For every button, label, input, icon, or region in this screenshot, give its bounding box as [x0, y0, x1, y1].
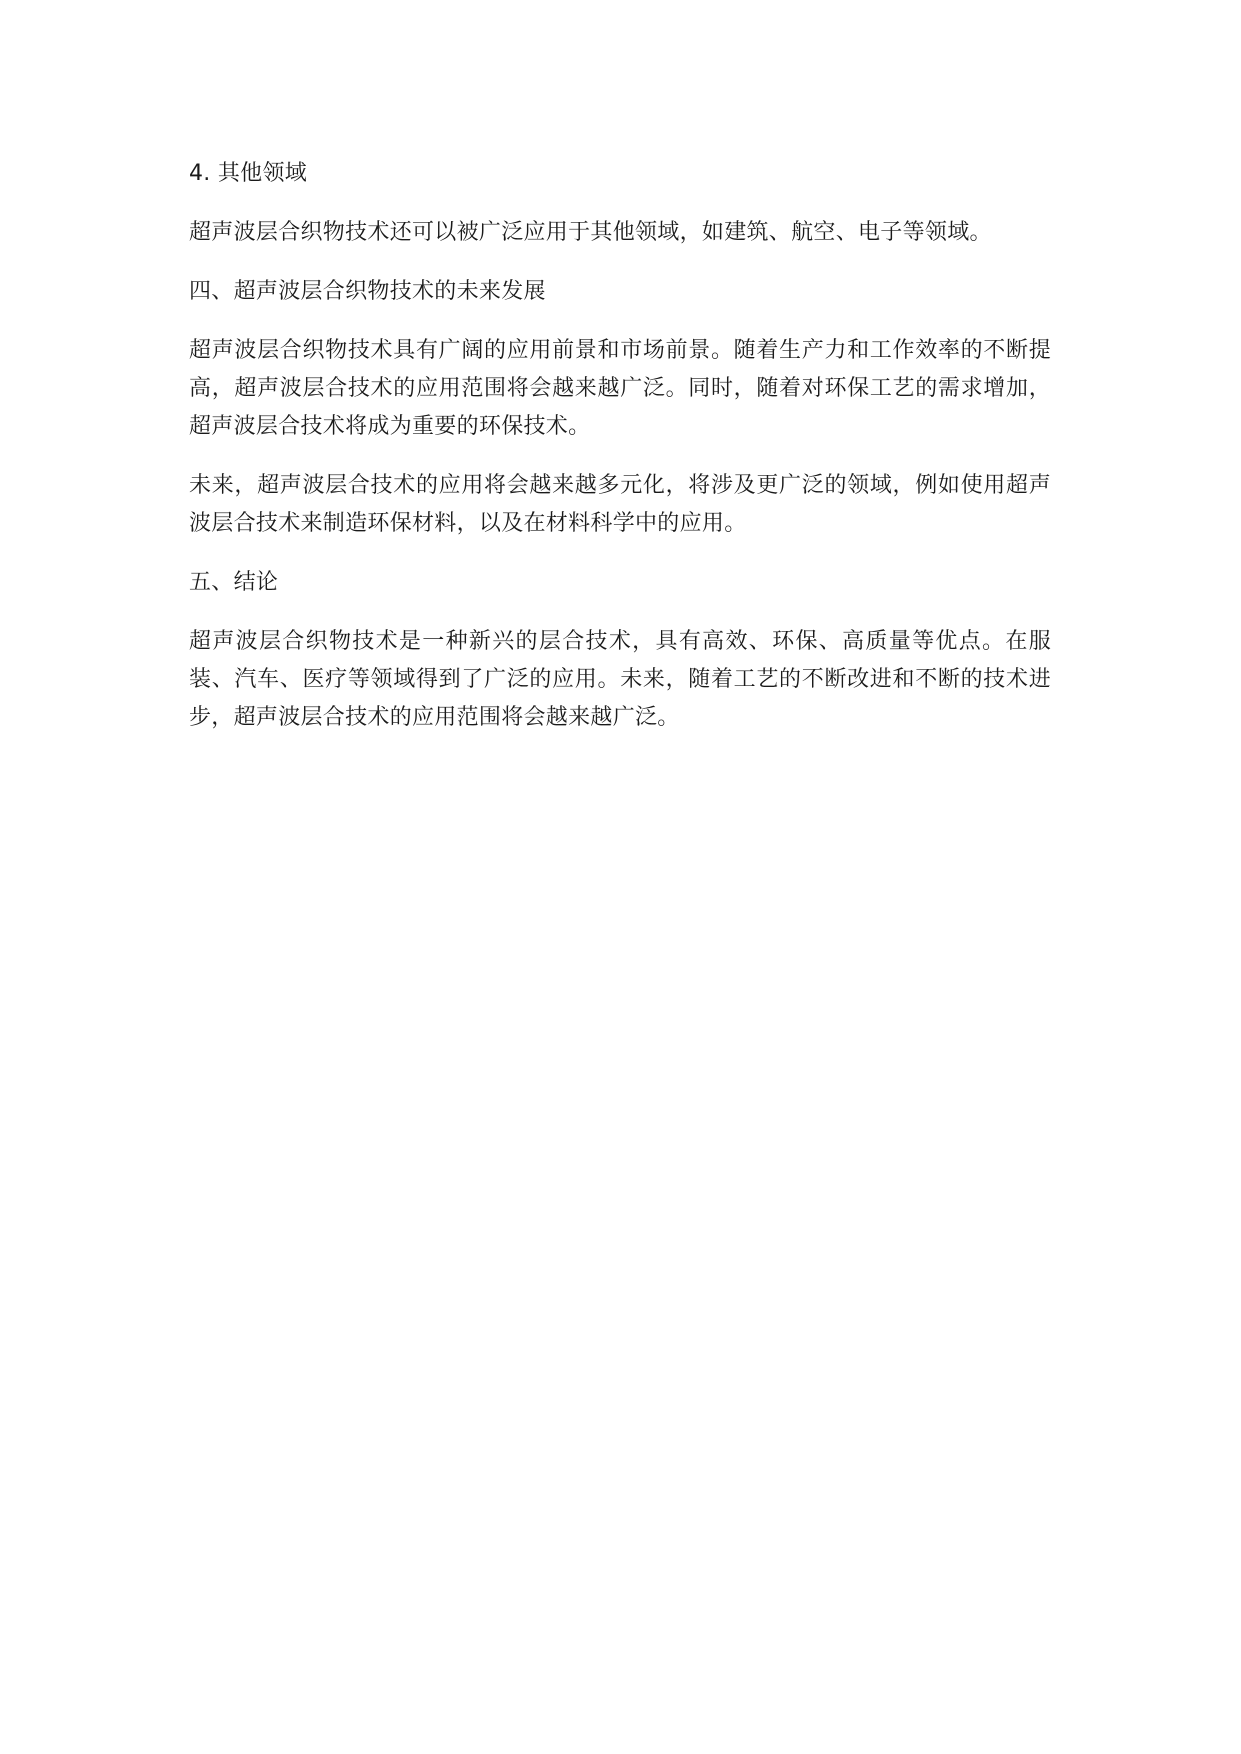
paragraph-future-1: 超声波层合织物技术具有广阔的应用前景和市场前景。随着生产力和工作效率的不断提高，超声波层合技术的应用范围将会越来越广泛。同时，随着对环保工艺的需求增加，超声波层合技术将成为重要的环保技术。	[189, 338, 1051, 439]
paragraph-other-fields: 超声波层合织物技术还可以被广泛应用于其他领域，如建筑、航空、电子等领域。	[189, 220, 992, 245]
section-heading-conclusion: 五、结论	[189, 570, 279, 595]
section-heading-future: 四、超声波层合织物技术的未来发展	[189, 279, 546, 304]
document-body	[189, 155, 1051, 758]
subsection-heading-4: 4. 其他领域	[189, 161, 308, 186]
paragraph-conclusion: 超声波层合织物技术是一种新兴的层合技术，具有高效、环保、高质量等优点。在服装、汽车、医疗等领域得到了广泛的应用。未来，随着工艺的不断改进和不断的技术进步，超声波层合技术的应用范围将会越来越广泛。	[189, 629, 1051, 730]
paragraph-future-2: 未来，超声波层合技术的应用将会越来越多元化，将涉及更广泛的领域，例如使用超声波层合技术来制造环保材料，以及在材料科学中的应用。	[189, 473, 1051, 536]
